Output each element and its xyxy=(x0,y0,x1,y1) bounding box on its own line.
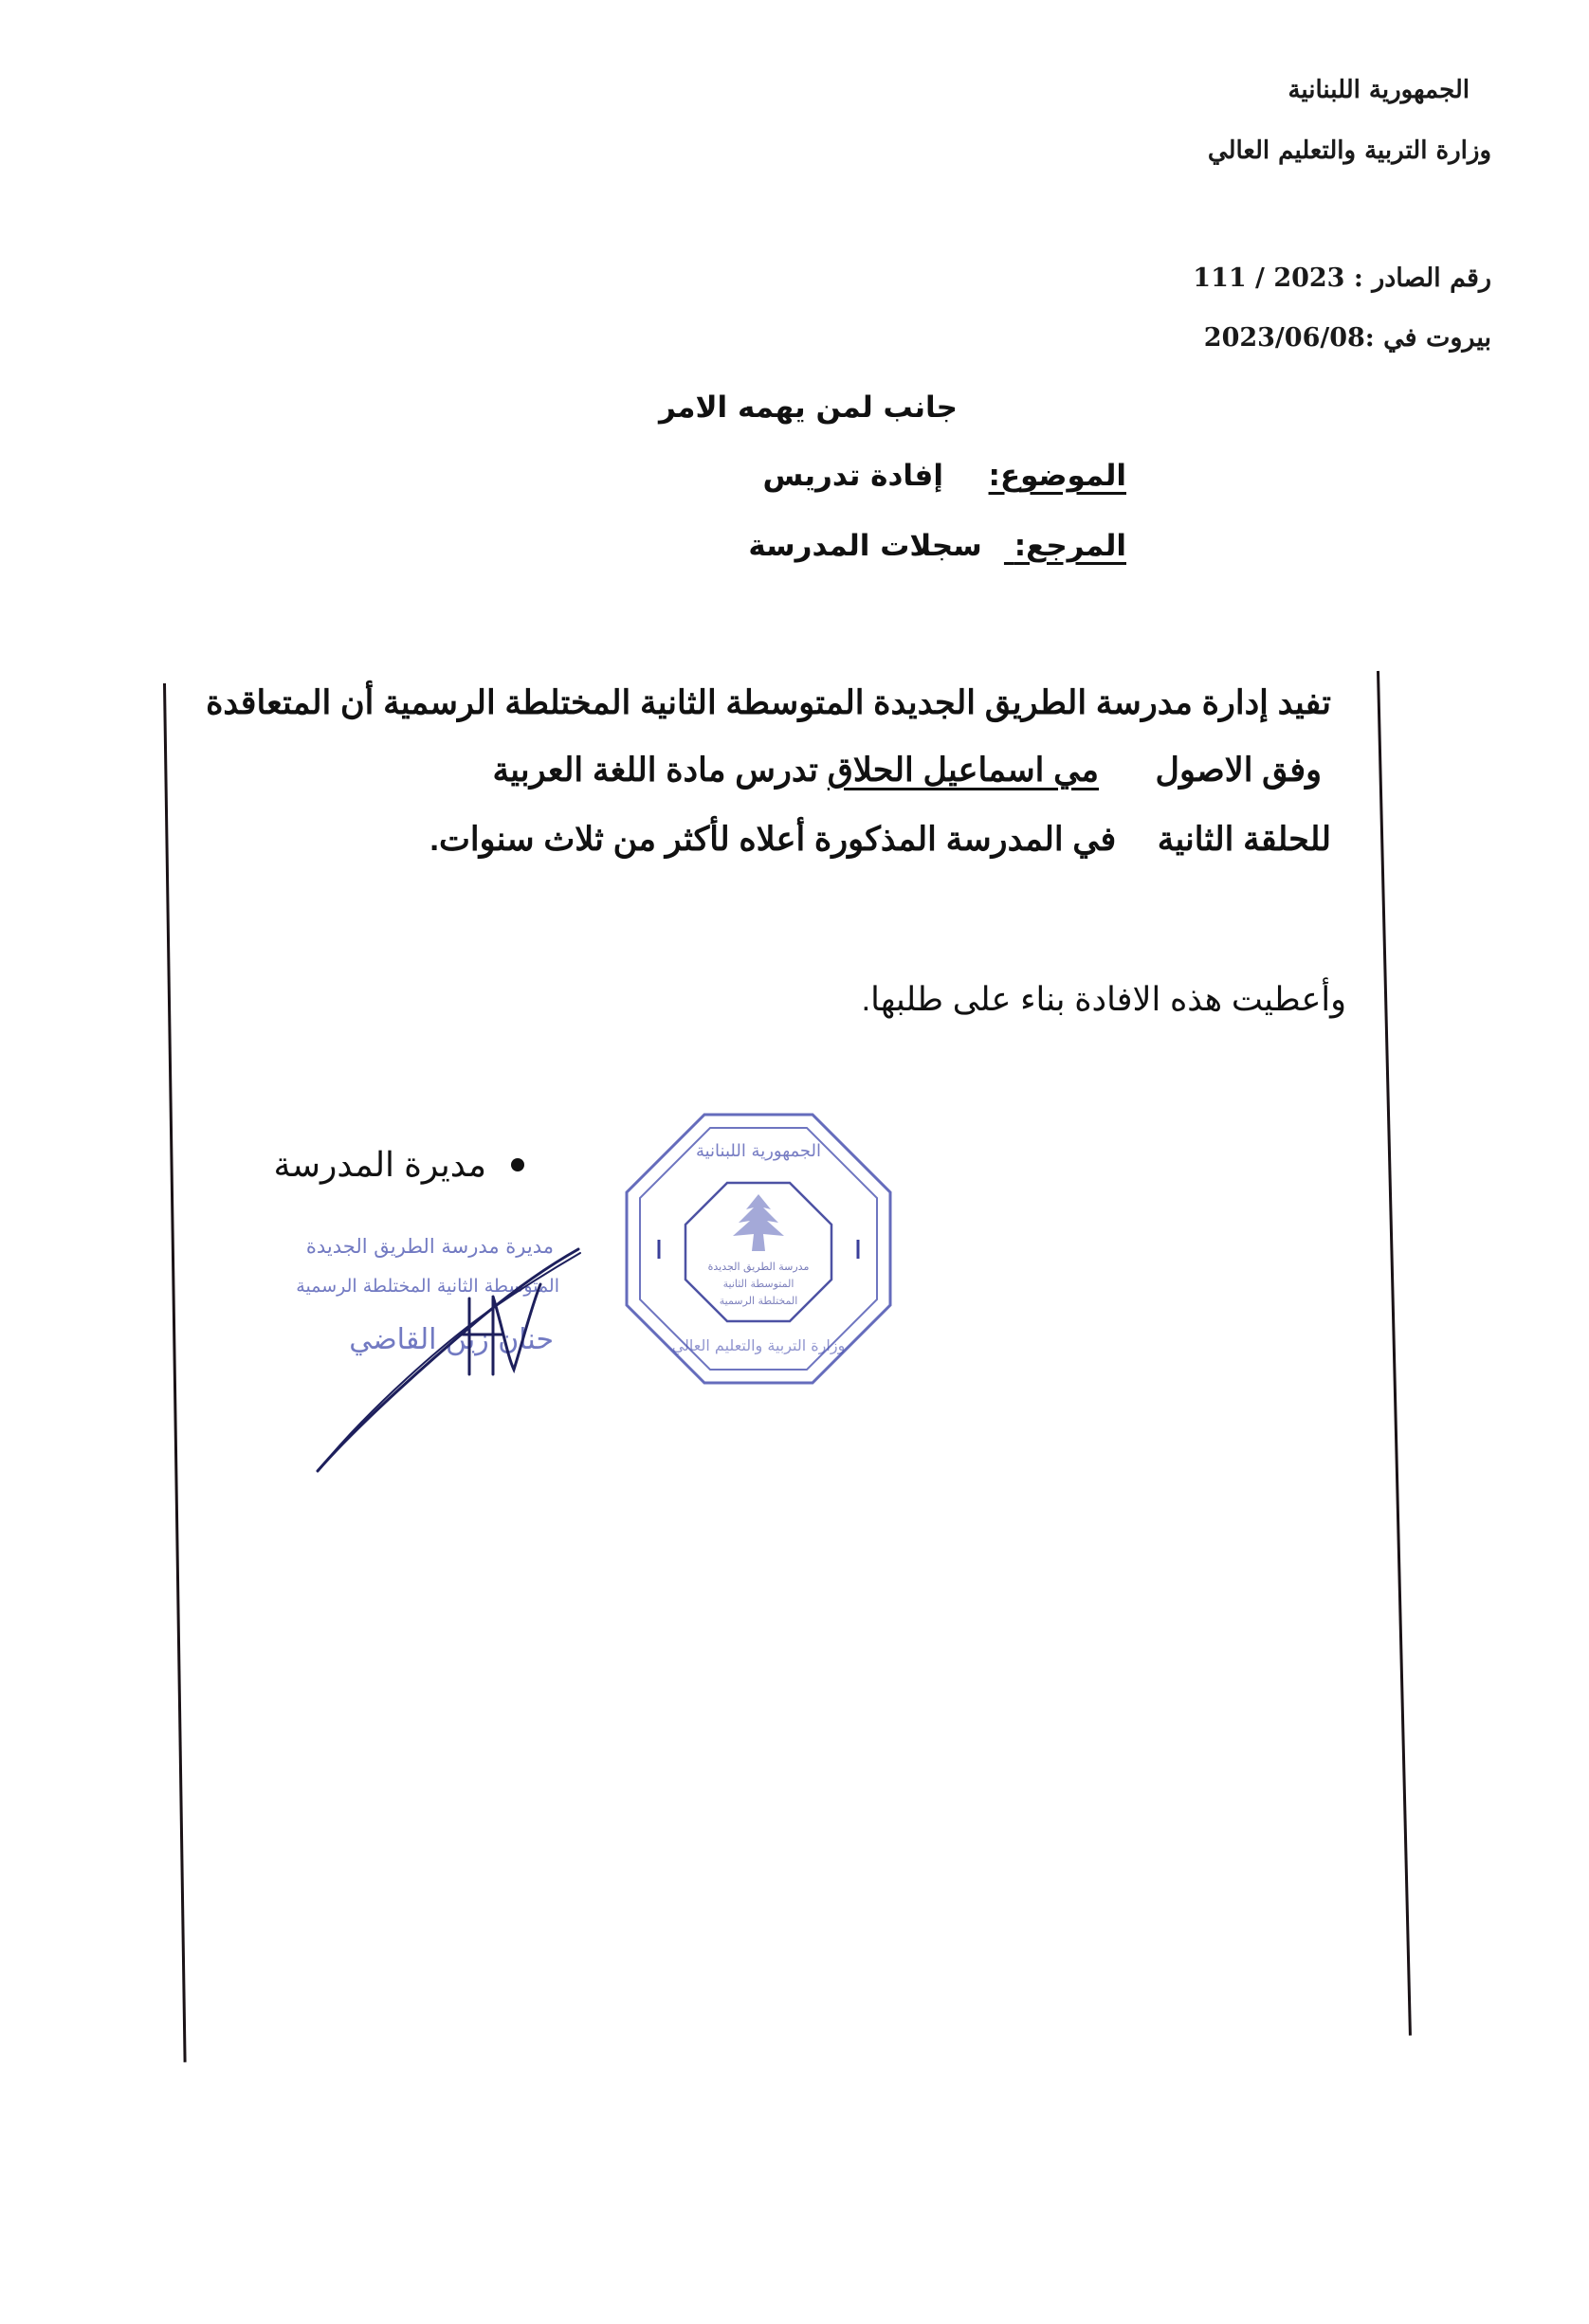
signatory-stamp-line-3: حنان زين القاضي xyxy=(349,1323,554,1356)
reference-source-label: المرجع: xyxy=(1014,529,1126,563)
right-margin-line xyxy=(1377,671,1412,2036)
closing-line: وأعطيت هذه الافادة بناء على طلبها. xyxy=(861,981,1346,1018)
body-line-3 xyxy=(429,821,1331,859)
cedar-icon xyxy=(733,1194,784,1251)
subject-line xyxy=(763,459,1126,493)
seal-inner-line-3: المختلطة الرسمية xyxy=(719,1295,798,1307)
reference-source-value: سجلات المدرسة xyxy=(748,529,982,563)
body-line-3-prefix: للحلقة الثانية xyxy=(1157,821,1331,858)
signatory-stamp-line-2: المتوسطة الثانية المختلطة الرسمية xyxy=(296,1276,559,1297)
bullet-icon xyxy=(511,1158,524,1171)
left-margin-line xyxy=(163,683,187,2062)
seal-outer-top: الجمهورية اللبنانية xyxy=(695,1141,822,1161)
seal-inner-line-2: المتوسطة الثانية xyxy=(722,1278,794,1290)
reference-number xyxy=(1193,263,1491,293)
reference-date-value: 2023/06/08 xyxy=(1203,323,1365,353)
body-line-2-prefix: وفق الاصول xyxy=(1155,752,1322,789)
body-line-2-suffix: تدرس مادة اللغة العربية xyxy=(492,752,819,789)
reference-source-line xyxy=(748,529,1126,563)
subject-value: إفادة تدريس xyxy=(762,459,943,493)
body-line-2 xyxy=(493,752,1323,790)
official-seal xyxy=(621,1109,896,1389)
seal-outer-bottom: وزارة التربية والتعليم العالي xyxy=(671,1336,846,1354)
signatory-stamp-line-1: مديرة مدرسة الطريق الجديدة xyxy=(305,1235,554,1258)
body-line-1: تفيد إدارة مدرسة الطريق الجديدة المتوسطة الثانية المختلطة الرسمية أن المتعاقدة xyxy=(206,684,1331,721)
seal-inner-line-1: مدرسة الطريق الجديدة xyxy=(707,1261,810,1273)
header-ministry: وزارة التربية والتعليم العالي xyxy=(1207,136,1491,165)
addressee: جانب لمن يهمه الامر xyxy=(658,390,958,425)
reference-date-label: بيروت في : xyxy=(1364,323,1491,353)
header-country: الجمهورية اللبنانية xyxy=(1288,76,1470,104)
reference-number-label: رقم الصادر : xyxy=(1353,263,1491,293)
signatory-title: مديرة المدرسة xyxy=(273,1145,486,1184)
body-line-3-suffix: في المدرسة المذكورة أعلاه لأكثر من ثلاث سنوات. xyxy=(429,821,1117,858)
teacher-name: مي اسماعيل الحلاق xyxy=(827,752,1100,789)
reference-date xyxy=(1204,323,1491,353)
subject-label: الموضوع: xyxy=(988,459,1126,493)
reference-number-value: 111 / 2023 xyxy=(1193,263,1345,293)
signatory-title-row xyxy=(274,1145,524,1185)
handwritten-signature xyxy=(303,1242,607,1479)
